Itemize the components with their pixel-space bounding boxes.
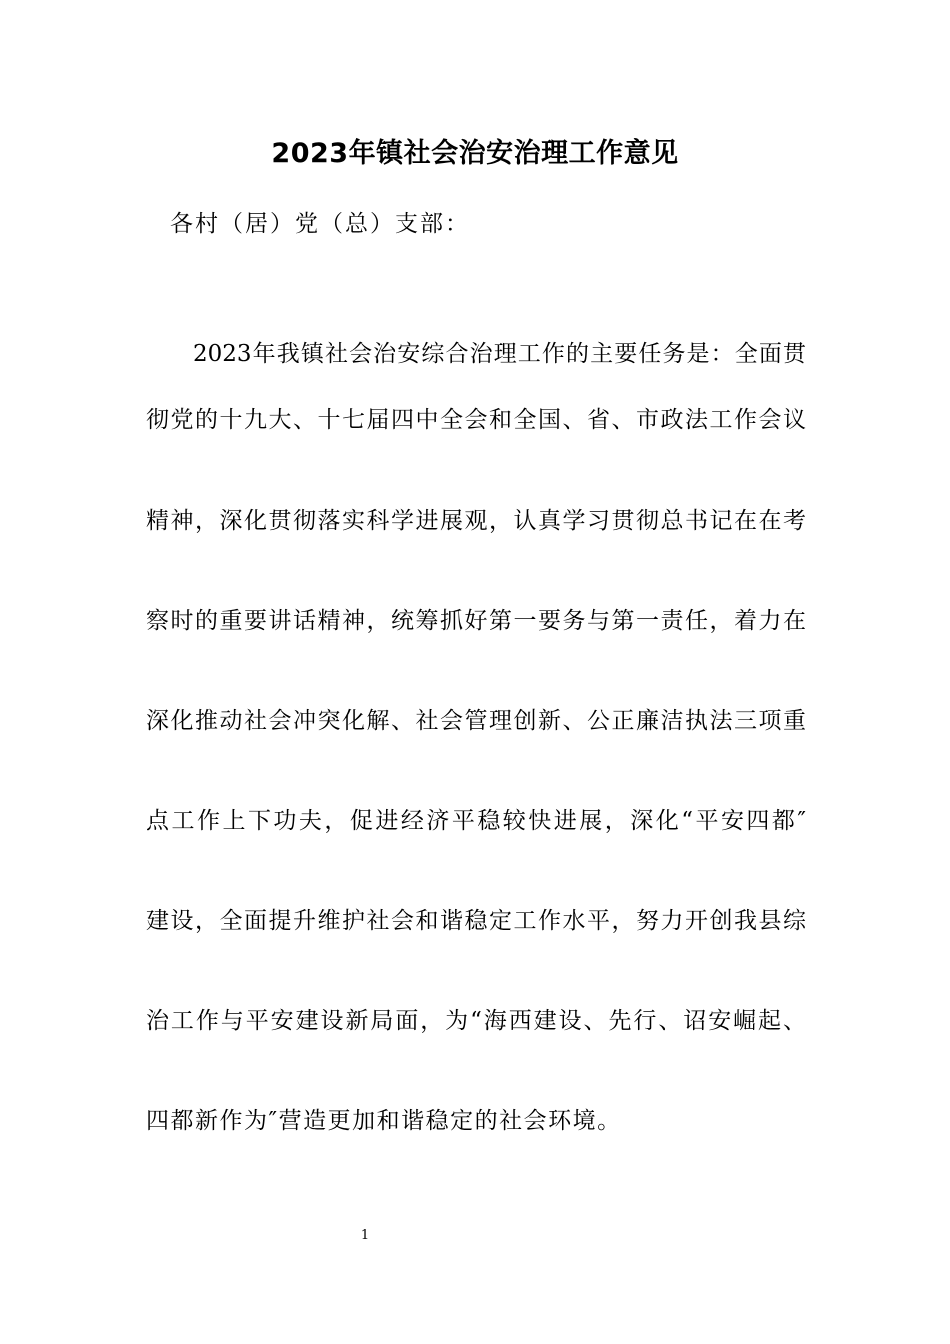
document-title: 2023年镇社会治安治理工作意见 — [271, 138, 679, 169]
paragraph-line: 治工作与平安建设新局面，为“海西建设、先行、诏安崛起、 — [146, 1008, 806, 1034]
salutation: 各村（居）党（总）支部： — [170, 211, 470, 237]
paragraph-line: 深化推动社会冲突化解、社会管理创新、公正廉洁执法三项重 — [146, 708, 806, 734]
page-number: 1 — [360, 1228, 370, 1243]
paragraph-line: 点工作上下功夫，促进经济平稳较快进展，深化“平安四都″ — [146, 808, 806, 834]
paragraph-line: 精神，深化贯彻落实科学进展观，认真学习贯彻总书记在在考 — [146, 508, 806, 534]
paragraph-line: 四都新作为″营造更加和谐稳定的社会环境。 — [146, 1108, 622, 1134]
paragraph-line: 2023年我镇社会治安综合治理工作的主要任务是：全面贯 — [193, 341, 806, 367]
paragraph-line: 彻党的十九大、十七届四中全会和全国、省、市政法工作会议 — [146, 407, 806, 433]
paragraph-line: 察时的重要讲话精神，统筹抓好第一要务与第一责任，着力在 — [146, 608, 806, 634]
paragraph-line: 建设，全面提升维护社会和谐稳定工作水平，努力开创我县综 — [146, 908, 806, 934]
